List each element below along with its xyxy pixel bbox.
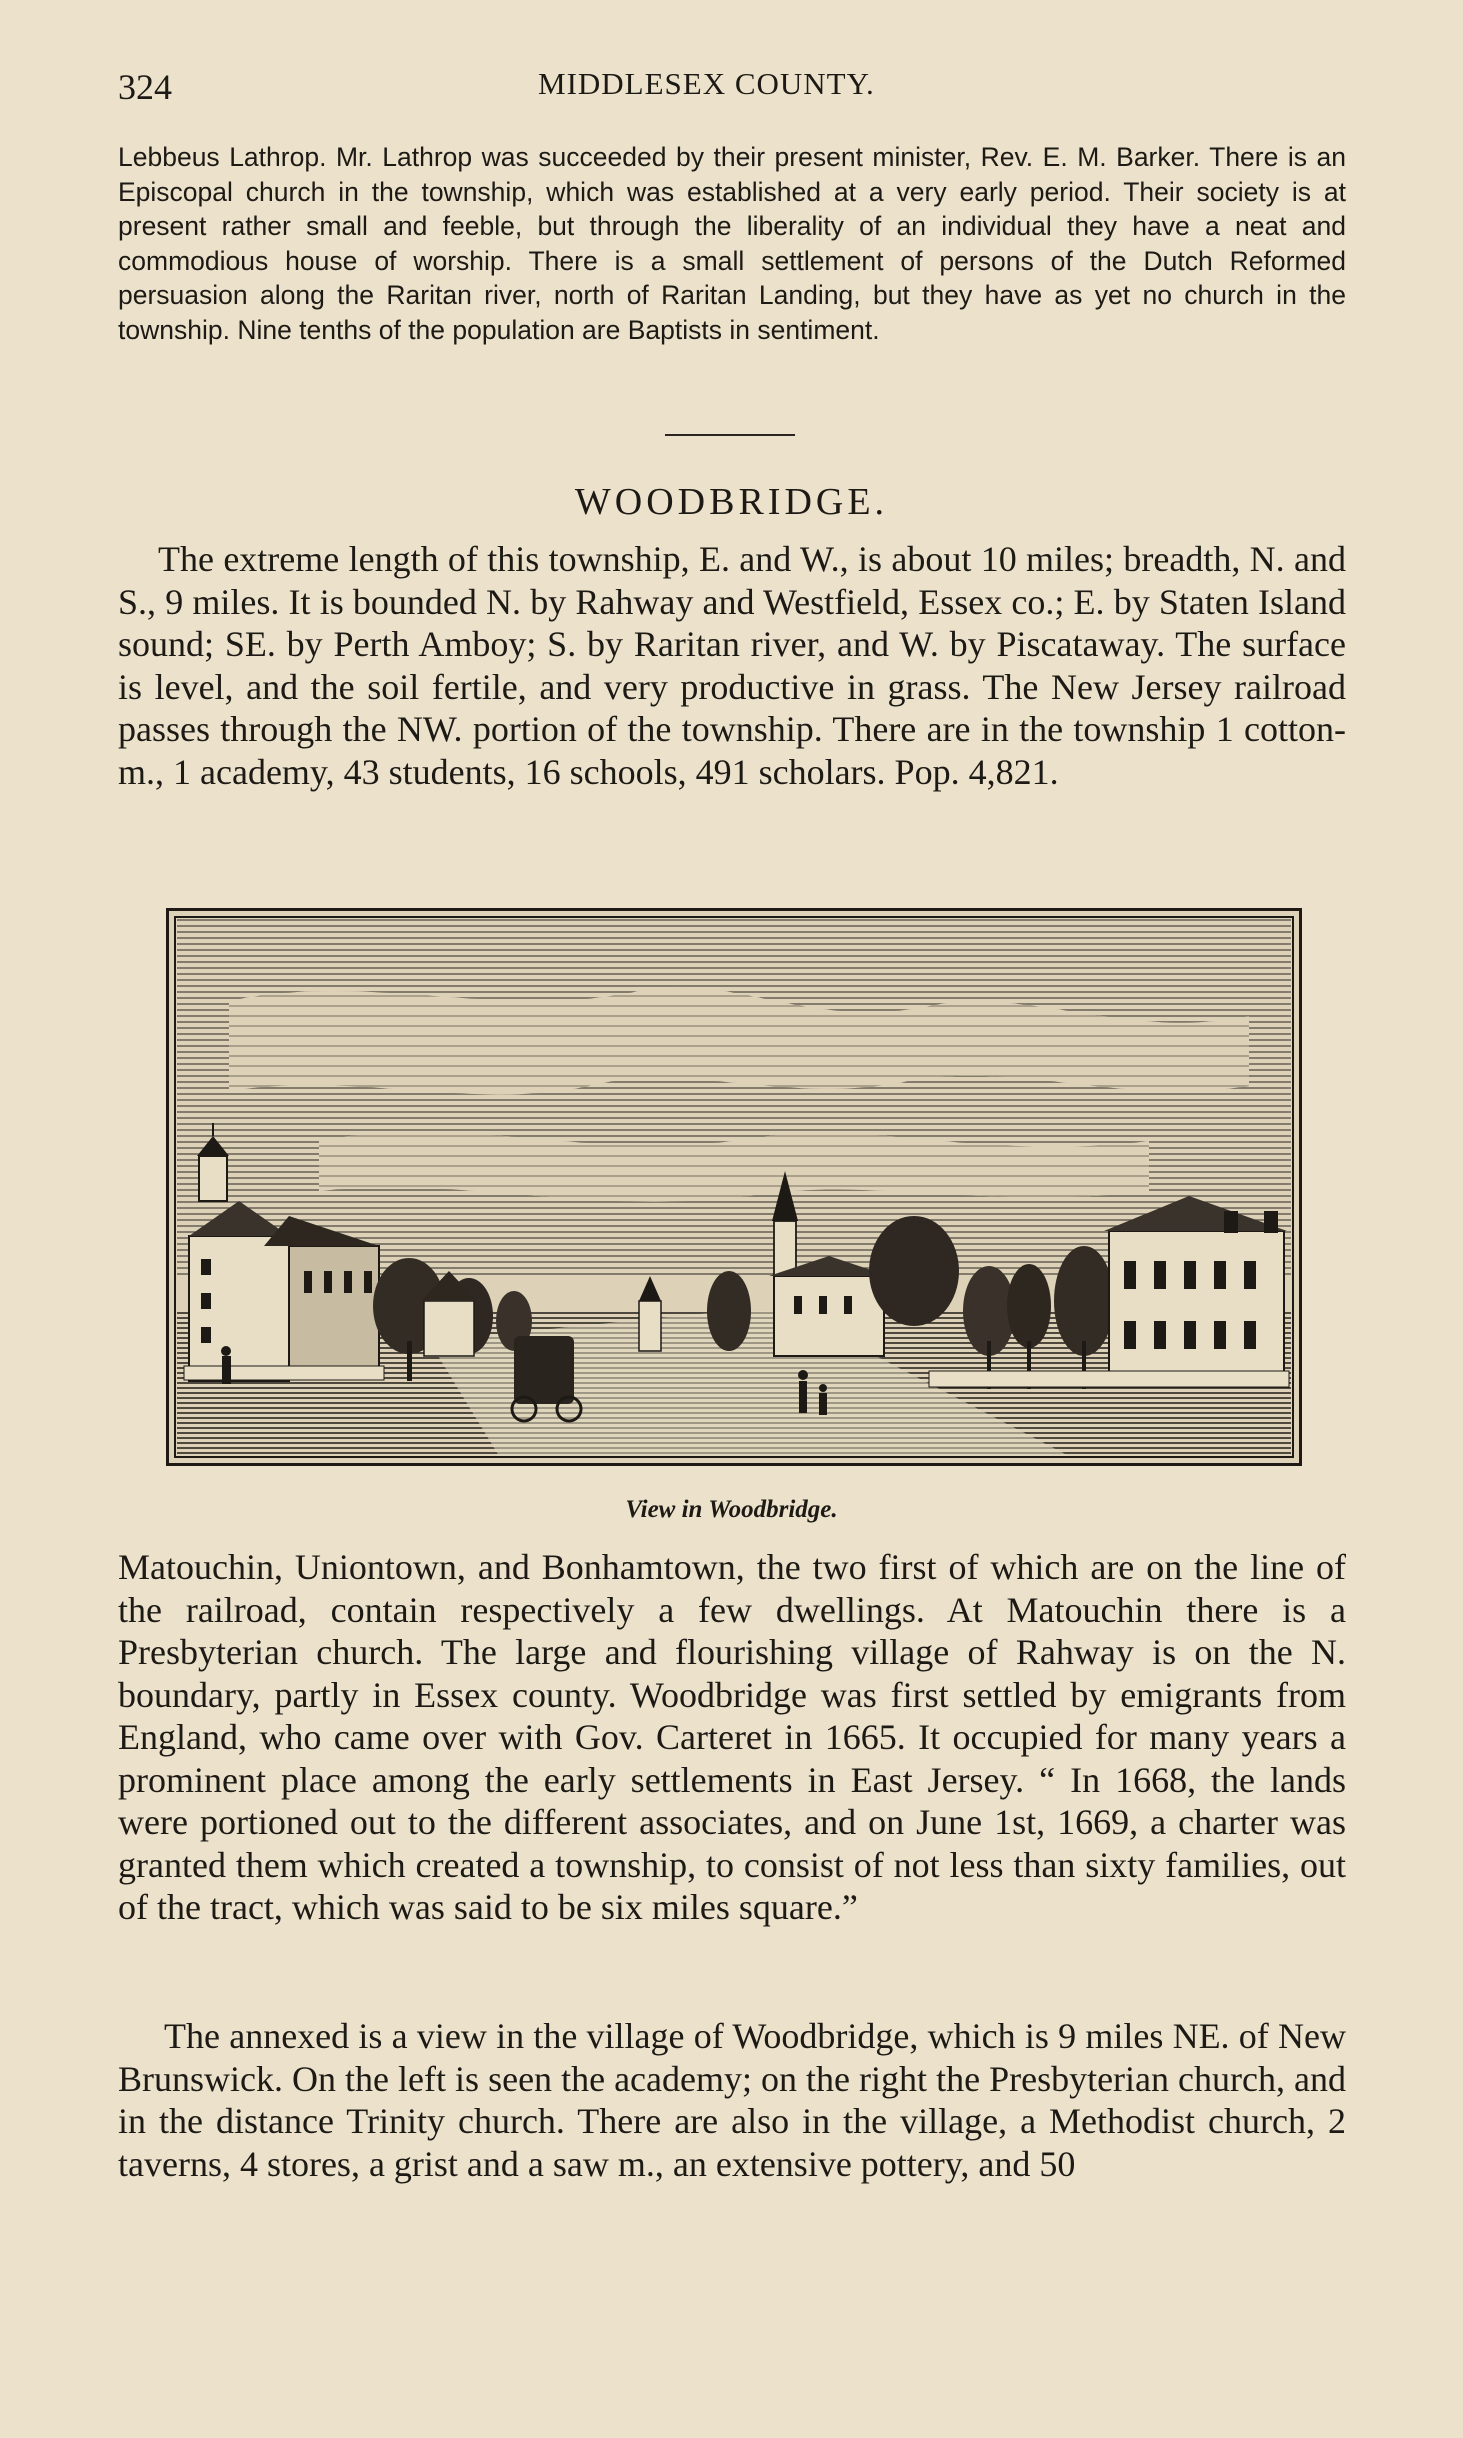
intro-paragraph: Lebbeus Lathrop. Mr. Lathrop was succeeded by their present minister, Rev. E. M. Barker. There is an Episcopal church in the township, which was established at a very early period. Their society is at present rather small and feeble, but through the liberality of an individual they have a neat and commodious house of worship. There is a small settlement of persons of the Dutch Reformed persuasion along the Raritan river, north of Raritan Landing, but they have as yet no church in the township. Nine tenths of the population are Baptists in sentiment. bbox=[118, 142, 1346, 345]
page-number: 324 bbox=[118, 67, 172, 107]
section-paragraph-2: Matouchin, Uniontown, and Bonhamtown, the two first of which are on the line of the railroad, contain respectively a few dwellings. At Matouchin there is a Presbyterian church. The large and flourishing village of Rahway is on the N. boundary, partly in Essex county. Woodbridge was first settled by emigrants from England, who came over with Gov. Carteret in 1665. It occupied for many years a prominent place among the early settlements in East Jersey. “ In 1668, the lands were portioned out to the different associates, and on June 1st, 1669, a charter was granted them which created a township, to consist of not less than sixty families, out of the tract, which was said to be six miles square.” bbox=[118, 1547, 1346, 1927]
woodbridge-engraving bbox=[166, 908, 1302, 1466]
section-title: WOODBRIDGE. bbox=[574, 481, 889, 523]
section-paragraph-3: The annexed is a view in the village of Woodbridge, which is 9 miles NE. of New Brunswick. On the left is seen the academy; on the right the Presbyterian church, and in the distance Trinity church. There are also in the village, a Methodist church, 2 taverns, 4 stores, a grist and a saw m., an extensive pottery, and 50 bbox=[118, 2016, 1346, 2184]
figure-caption: View in Woodbridge. bbox=[625, 1496, 838, 1523]
page-header bbox=[118, 66, 1346, 116]
right-house bbox=[1104, 1196, 1287, 1386]
section-paragraph-1: The extreme length of this township, E. and W., is about 10 miles; breadth, N. and S., 9 miles. It is bounded N. by Rahway and Westfield, Essex co.; E. by Staten Island sound; SE. by Perth Amboy; S. by Raritan river, and W. by Piscataway. The surface is level, and the soil fertile, and very productive in grass. The New Jersey railroad passes through the NW. portion of the township. There are in the township 1 cotton-m., 1 academy, 43 students, 16 schools, 491 scholars. Pop. 4,821. bbox=[118, 539, 1346, 792]
running-head: MIDDLESEX COUNTY. bbox=[538, 66, 875, 101]
left-fence bbox=[184, 1366, 384, 1380]
engraving-illustration bbox=[169, 911, 1299, 1463]
right-fence bbox=[929, 1371, 1289, 1387]
section-divider bbox=[665, 434, 795, 436]
